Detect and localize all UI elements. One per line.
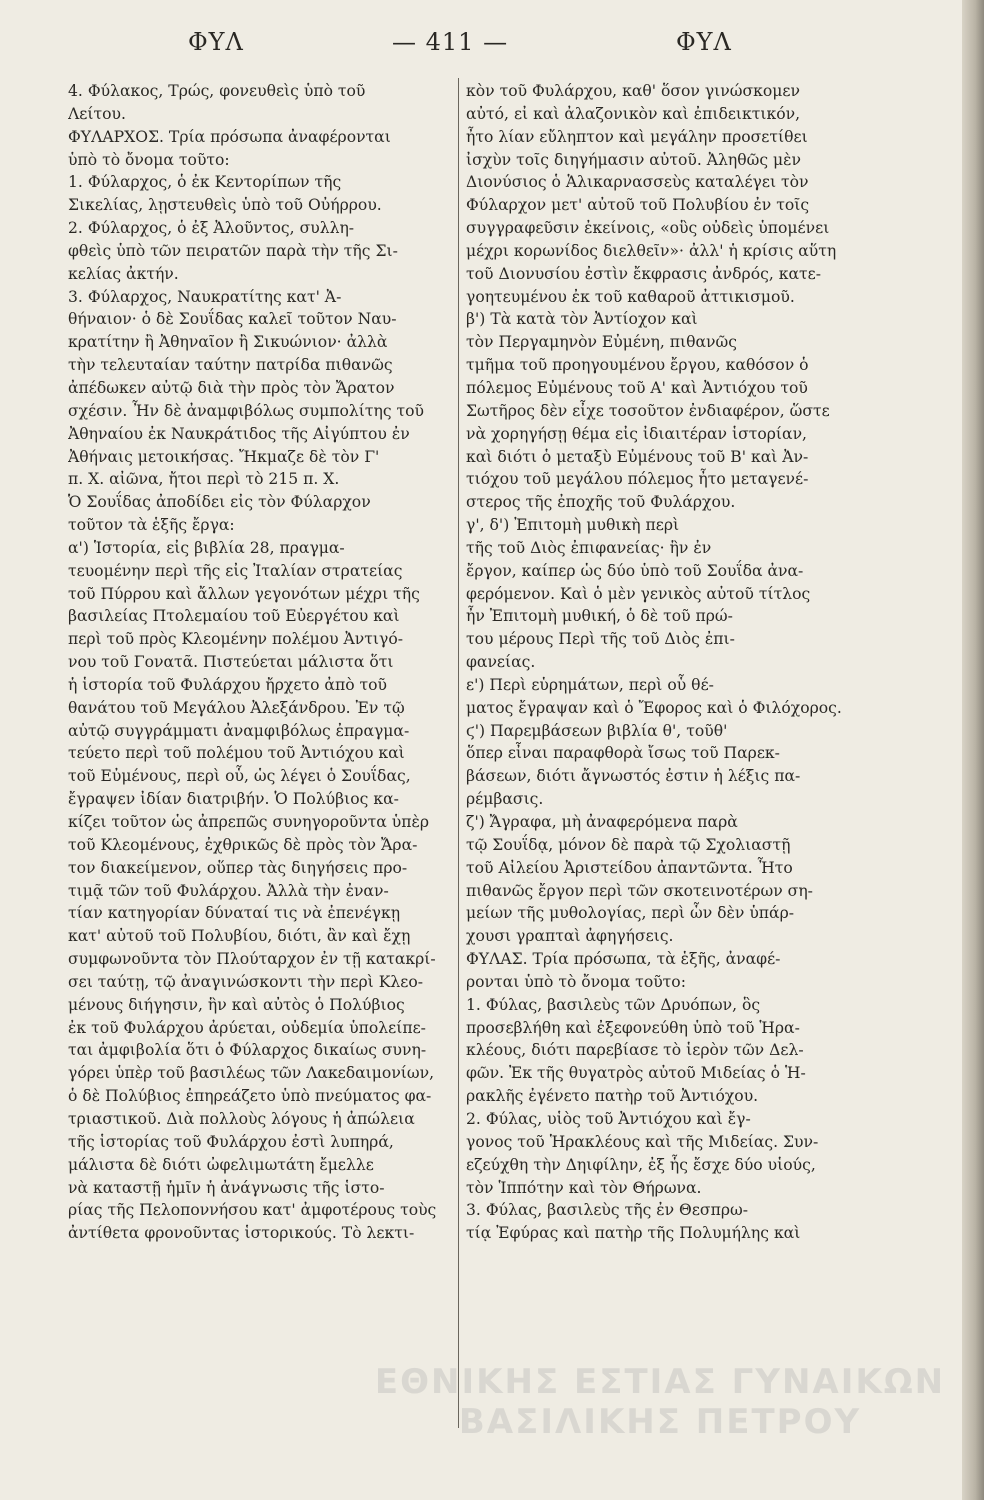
text-line: Ὁ Σουΐδας ἀποδίδει εἰς τὸν Φύλαρχον bbox=[68, 493, 371, 512]
text-line: κρατίτην ἢ Ἀθηναῖον ἢ Σικυώνιον· ἀλλὰ bbox=[68, 333, 388, 352]
text-line: μέχρι κορωνίδος διελθεῖν»· ἀλλ' ἡ κρίσις αὕτη bbox=[466, 241, 837, 260]
text-line: ὑπὸ τὸ ὄνομα τοῦτο: bbox=[68, 150, 230, 169]
text-line: ϛ') Παρεμβάσεων βιβλία θ', τοῦθ' bbox=[466, 721, 728, 740]
text-line: 3. Φύλας, βασιλεὺς τῆς ἐν Θεσπρω- bbox=[466, 1201, 748, 1220]
text-line: Σωτῆρος δὲν εἶχε τοσοῦτον ἐνδιαφέρον, ὥστε bbox=[466, 401, 830, 420]
text-line: πιθανῶς ἔργον περὶ τῶν σκοτεινοτέρων ση- bbox=[466, 881, 813, 900]
library-watermark bbox=[360, 1362, 960, 1442]
text-line: ΦΥΛΑΣ. Τρία πρόσωπα, τὰ ἑξῆς, ἀναφέ- bbox=[466, 950, 781, 969]
text-line: ἀπέδωκεν αὐτῷ διὰ τὴν πρὸς τὸν Ἄρατον bbox=[68, 378, 395, 397]
right-column bbox=[466, 80, 876, 1245]
text-line: φθεὶς ὑπὸ τῶν πειρατῶν παρὰ τὴν τῆς Σι- bbox=[68, 241, 398, 260]
text-line: τριαστικοῦ. Διὰ πολλοὺς λόγους ἡ ἀπώλεια bbox=[68, 1109, 415, 1128]
text-line: Ἀθηναίου ἐκ Ναυκράτιδος τῆς Αἰγύπτου ἐν bbox=[68, 424, 410, 443]
text-line: αὐτῷ συγγράμματι ἀναμφιβόλως ἐπραγμα- bbox=[68, 721, 410, 740]
text-line: Λείτου. bbox=[68, 104, 126, 123]
text-line: ΦΥΛΑΡΧΟΣ. Τρία πρόσωπα ἀναφέρονται bbox=[68, 127, 391, 146]
text-line: τὴν τελευταίαν ταύτην πατρίδα πιθανῶς bbox=[68, 356, 393, 375]
text-line: τοῦ Διονυσίου ἐστὶν ἔκφρασις ἀνδρός, κατε- bbox=[466, 264, 821, 283]
text-line: τον διακείμενον, οὕπερ τὰς διηγήσεις προ- bbox=[68, 858, 408, 877]
text-line: σει ταύτῃ, τῷ ἀναγινώσκοντι τὴν περὶ Κλεο- bbox=[68, 972, 423, 991]
text-line: πόλεμος Εὐμένους τοῦ Α' καὶ Ἀντιόχου τοῦ bbox=[466, 378, 808, 397]
left-column bbox=[68, 80, 450, 1245]
text-line: φερόμενον. Καὶ ὁ μὲν γενικὸς αὐτοῦ τίτλος bbox=[466, 584, 811, 603]
text-line: μένους διήγησιν, ἣν καὶ αὐτὸς ὁ Πολύβιος bbox=[68, 995, 405, 1014]
text-line: τοῦ Πύρρου καὶ ἄλλων γεγονότων μέχρι τῆς bbox=[68, 584, 420, 603]
text-line: τίαν κατηγορίαν δύναταί τις νὰ ἐπενέγκῃ bbox=[68, 904, 401, 923]
text-line: ἰσχὺν τοῖς διηγήμασιν αὐτοῦ. Ἀληθῶς μὲν bbox=[466, 150, 801, 169]
text-line: τοῦτον τὰ ἑξῆς ἔργα: bbox=[68, 516, 235, 535]
text-line: τοῦ Κλεομένους, ἐχθρικῶς δὲ πρὸς τὸν Ἄρα- bbox=[68, 835, 418, 854]
text-line: κλέους, διότι παρεβίασε τὸ ἱερὸν τῶν Δελ- bbox=[466, 1041, 804, 1060]
text-line: Φύλαρχον μετ' αὐτοῦ τοῦ Πολυβίου ἐν τοῖς bbox=[466, 196, 810, 215]
header-right-keyword: ΦΥΛ bbox=[676, 28, 732, 56]
text-line: ρέμβασις. bbox=[466, 790, 544, 809]
text-line: τμῆμα τοῦ προηγουμένου ἔργου, καθόσον ὁ bbox=[466, 356, 809, 375]
page-number: — 411 — bbox=[392, 28, 509, 56]
text-line: τευομένην περὶ τῆς εἰς Ἰταλίαν στρατείας bbox=[68, 561, 403, 580]
text-line: καὶ διότι ὁ μεταξὺ Εὐμένους τοῦ Β' καὶ Ἀν- bbox=[466, 447, 809, 466]
text-line: ματος ἔγραψαν καὶ ὁ Ἔφορος καὶ ὁ Φιλόχορος. bbox=[466, 698, 842, 717]
text-line: Ἀθήναις μετοικήσας. Ἤκμαζε δὲ τὸν Γ' bbox=[68, 447, 380, 466]
text-line: μάλιστα δὲ διότι ὠφελιμωτάτη ἔμελλε bbox=[68, 1155, 374, 1174]
text-line: κατ' αὐτοῦ τοῦ Πολυβίου, διότι, ἂν καὶ ἔχῃ bbox=[68, 927, 411, 946]
text-line: φῶν. Ἐκ τῆς θυγατρὸς αὐτοῦ Μιδείας ὁ Ἡ- bbox=[466, 1064, 806, 1083]
column-divider bbox=[458, 78, 459, 1428]
text-line: νου τοῦ Γονατᾶ. Πιστεύεται μάλιστα ὅτι bbox=[68, 653, 394, 672]
text-line: 2. Φύλαρχος, ὁ ἐξ Ἀλοῦντος, συλλη- bbox=[68, 219, 355, 238]
text-line: γοητευμένου ἐκ τοῦ καθαροῦ ἀττικισμοῦ. bbox=[466, 287, 795, 306]
text-line: βάσεων, διότι ἄγνωστός ἐστιν ἡ λέξις πα- bbox=[466, 767, 801, 786]
text-line: ρονται ὑπὸ τὸ ὄνομα τοῦτο: bbox=[466, 972, 686, 991]
text-line: μείων τῆς μυθολογίας, περὶ ὧν δὲν ὑπάρ- bbox=[466, 904, 795, 923]
text-line: περὶ τοῦ πρὸς Κλεομένην πολέμου Ἀντιγό- bbox=[68, 630, 403, 649]
text-line: ρίας τῆς Πελοποννήσου κατ' ἀμφοτέρους τοὺς bbox=[68, 1201, 437, 1220]
text-line: προσεβλήθη καὶ ἐξεφονεύθη ὑπὸ τοῦ Ἡρα- bbox=[466, 1018, 800, 1037]
watermark-line-2: ΒΑΣΙΛΙΚΗΣ ΠΕΤΡΟΥ bbox=[458, 1402, 862, 1442]
text-line: τεύετο περὶ τοῦ πολέμου τοῦ Ἀντιόχου καὶ bbox=[68, 744, 405, 763]
text-line: κίζει τοῦτον ὡς ἀπρεπῶς συνηγοροῦντα ὑπὲρ bbox=[68, 813, 430, 831]
text-line: 1. Φύλαρχος, ὁ ἐκ Κεντορίπων τῆς bbox=[68, 173, 342, 192]
text-line: συγγραφεῦσιν ἐκείνοις, «οὓς οὐδεὶς ὑπομένει bbox=[466, 219, 830, 238]
text-line: φανείας. bbox=[466, 653, 536, 672]
text-line: γόρει ὑπὲρ τοῦ βασιλέως τῶν Λακεδαιμονίων, bbox=[68, 1064, 435, 1083]
text-line: τὸν Περγαμηνὸν Εὐμένη, πιθανῶς bbox=[466, 333, 737, 352]
text-line: τιόχου τοῦ μεγάλου πόλεμος ἦτο μεταγενέ- bbox=[466, 470, 809, 489]
text-line: θήναιον· ὁ δὲ Σουΐδας καλεῖ τοῦτον Ναυ- bbox=[68, 310, 397, 329]
text-line: κελίας ἀκτήν. bbox=[68, 264, 179, 283]
text-line: ἔργον, καίπερ ὡς δύο ὑπὸ τοῦ Σουΐδα ἀνα- bbox=[466, 561, 804, 580]
text-line: ἐκ τοῦ Φυλάρχου ἀρύεται, οὐδεμία ὑπολείπε- bbox=[68, 1018, 426, 1037]
text-line: 1. Φύλας, βασιλεὺς τῶν Δρυόπων, ὃς bbox=[466, 995, 761, 1014]
header-left-keyword: ΦΥΛ bbox=[188, 28, 244, 56]
text-line: 2. Φύλας, υἱὸς τοῦ Ἀντιόχου καὶ ἔγ- bbox=[466, 1109, 751, 1128]
text-line: συμφωνοῦντα τὸν Πλούταρχον ἐν τῇ κατακρί- bbox=[68, 950, 436, 969]
page-edge-shadow bbox=[962, 0, 984, 1500]
text-line: τοῦ Αἰλείου Ἀριστείδου ἀπαντῶντα. Ἦτο bbox=[466, 858, 793, 877]
text-line: τὸν Ἱππότην καὶ τὸν Θήρωνα. bbox=[466, 1178, 702, 1197]
text-line: Διονύσιος ὁ Ἁλικαρνασσεὺς καταλέγει τὸν bbox=[466, 173, 809, 192]
text-line: β') Τὰ κατὰ τὸν Ἀντίοχον καὶ bbox=[466, 310, 698, 329]
text-line: ζ') Ἄγραφα, μὴ ἀναφερόμενα παρὰ bbox=[466, 813, 738, 831]
text-line: ἡ ἱστορία τοῦ Φυλάρχου ἤρχετο ἀπὸ τοῦ bbox=[68, 675, 388, 694]
text-line: ὁ δὲ Πολύβιος ἐπηρεάζετο ὑπὸ πνεύματος φα- bbox=[68, 1087, 432, 1106]
text-line: θανάτου τοῦ Μεγάλου Ἀλεξάνδρου. Ἐν τῷ bbox=[68, 698, 405, 717]
text-line: τῆς τοῦ Διὸς ἐπιφανείας· ἣν ἐν bbox=[466, 538, 712, 557]
text-line: τίᾳ Ἐφύρας καὶ πατὴρ τῆς Πολυμήλης καὶ bbox=[466, 1224, 801, 1243]
text-line: του μέρους Περὶ τῆς τοῦ Διὸς ἐπι- bbox=[466, 630, 735, 649]
text-line: νὰ καταστῇ ἡμῖν ἡ ἀνάγνωσις τῆς ἱστο- bbox=[68, 1178, 385, 1197]
text-line: βασιλείας Πτολεμαίου τοῦ Εὐεργέτου καὶ bbox=[68, 607, 400, 626]
text-line: Σικελίας, λῃστευθεὶς ὑπὸ τοῦ Οὐήρρου. bbox=[68, 196, 382, 215]
page-header bbox=[40, 28, 920, 68]
text-line: ε') Περὶ εὑρημάτων, περὶ οὗ θέ- bbox=[466, 675, 714, 694]
text-line: σχέσιν. Ἦν δὲ ἀναμφιβόλως συμπολίτης τοῦ bbox=[68, 401, 425, 420]
text-line: τῷ Σουΐδᾳ, μόνον δὲ παρὰ τῷ Σχολιαστῇ bbox=[466, 835, 791, 854]
text-line: τῆς ἱστορίας τοῦ Φυλάρχου ἐστὶ λυπηρά, bbox=[68, 1132, 394, 1151]
text-line: τιμᾷ τῶν τοῦ Φυλάρχου. Ἀλλὰ τὴν ἐναν- bbox=[68, 881, 389, 900]
text-line: α') Ἱστορία, εἰς βιβλία 28, πραγμα- bbox=[68, 538, 345, 557]
text-line: ἀντίθετα φρονοῦντας ἱστορικούς. Τὸ λεκτι- bbox=[68, 1224, 415, 1243]
text-line: ὅπερ εἶναι παραφθορὰ ἴσως τοῦ Παρεκ- bbox=[466, 744, 780, 763]
text-line: ἦτο λίαν εὔληπτον καὶ μεγάλην προσετίθει bbox=[466, 127, 808, 146]
text-line: εζεύχθη τὴν Δηιφίλην, ἐξ ἧς ἔσχε δύο υἱούς, bbox=[466, 1155, 816, 1174]
watermark-line-1: ΕΘΝΙΚΗΣ ΕΣΤΙΑΣ ΓΥΝΑΙΚΩΝ bbox=[374, 1362, 946, 1402]
text-line: ται ἀμφιβολία ὅτι ὁ Φύλαρχος δικαίως συνη- bbox=[68, 1041, 427, 1060]
text-line: κὸν τοῦ Φυλάρχου, καθ' ὅσον γινώσκομεν bbox=[466, 82, 800, 100]
text-line: γ', δ') Ἐπιτομὴ μυθικὴ περὶ bbox=[466, 516, 680, 535]
text-line: 4. Φύλακος, Τρώς, φονευθεὶς ὑπὸ τοῦ bbox=[68, 82, 366, 100]
text-line: ρακλῆς ἐγένετο πατὴρ τοῦ Ἀντιόχου. bbox=[466, 1087, 759, 1106]
text-line: αὐτό, εἰ καὶ ἀλαζονικὸν καὶ ἐπιδεικτικόν, bbox=[466, 104, 801, 123]
text-line: γονος τοῦ Ἡρακλέους καὶ τῆς Μιδείας. Συν- bbox=[466, 1132, 819, 1151]
text-line: π. Χ. αἰῶνα, ἤτοι περὶ τὸ 215 π. Χ. bbox=[68, 470, 340, 489]
text-line: ἔγραψεν ἰδίαν διατριβήν. Ὁ Πολύβιος κα- bbox=[68, 790, 399, 809]
text-line: στερος τῆς ἐποχῆς τοῦ Φυλάρχου. bbox=[466, 493, 736, 512]
text-line: χουσι γραπταὶ ἀφηγήσεις. bbox=[466, 927, 674, 946]
text-line: ἦν Ἐπιτομὴ μυθική, ὁ δὲ τοῦ πρώ- bbox=[466, 607, 733, 626]
text-line: 3. Φύλαρχος, Ναυκρατίτης κατ' Ἀ- bbox=[68, 287, 342, 306]
text-line: νὰ χορηγήσῃ θέμα εἰς ἰδιαιτέραν ἱστορίαν, bbox=[466, 424, 808, 443]
text-line: τοῦ Εὐμένους, περὶ οὗ, ὡς λέγει ὁ Σουΐδας, bbox=[68, 767, 411, 786]
